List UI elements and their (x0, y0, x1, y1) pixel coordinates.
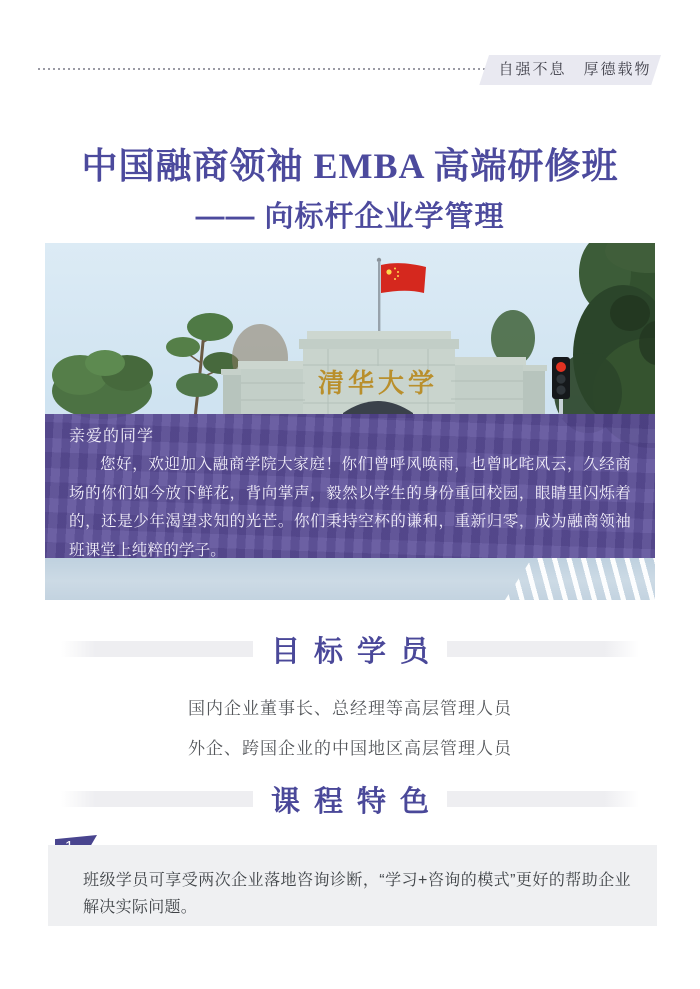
section-heading-target (0, 631, 700, 667)
header-dotted-rule (38, 68, 486, 70)
page-title: 中国融商领袖 EMBA 高端研修班 (81, 146, 619, 186)
gate-plaque-text: 清华大学 (317, 369, 439, 398)
greeting-title: 亲爱的同学 (69, 428, 155, 445)
target-item: 国内企业董事长、总经理等高层管理人员 (188, 699, 512, 718)
greeting-body: 您好，欢迎加入融商学院大家庭！你们曾呼风唤雨，也曾叱咤风云，久经商场的你们如今放下鲜花，背向掌声，毅然以学生的身份重回校园，眼睛里闪烁着的，还是少年渴望求知的光芒。你们秉持空杯的谦和，重新归零，成为融商领袖班课堂上纯粹的学子。 (69, 456, 631, 559)
feature-panel (48, 845, 657, 926)
heading-strip-right (447, 641, 639, 657)
motto-text: 自强不息 厚德载物 (498, 61, 652, 78)
page-subtitle: —— 向标杆企业学管理 (195, 201, 505, 233)
target-student-list (0, 694, 700, 774)
campus-photo (45, 243, 655, 600)
tree-left-round (52, 350, 153, 419)
target-item: 外企、跨国企业的中国地区高层管理人员 (188, 739, 512, 758)
heading-strip-right (447, 791, 639, 807)
heading-strip-left (61, 791, 253, 807)
motto-tab (489, 55, 661, 85)
greeting-overlay (45, 414, 655, 558)
feature-text: 班级学员可享受两次企业落地咨询诊断，“学习+咨询的模式”更好的帮助企业解决实际问题。 (83, 872, 631, 916)
heading-strip-left (61, 641, 253, 657)
section-heading-features (0, 781, 700, 817)
target-heading-text: 目标学员 (270, 635, 443, 668)
china-flag (377, 258, 426, 341)
features-heading-text: 课程特色 (270, 785, 443, 818)
